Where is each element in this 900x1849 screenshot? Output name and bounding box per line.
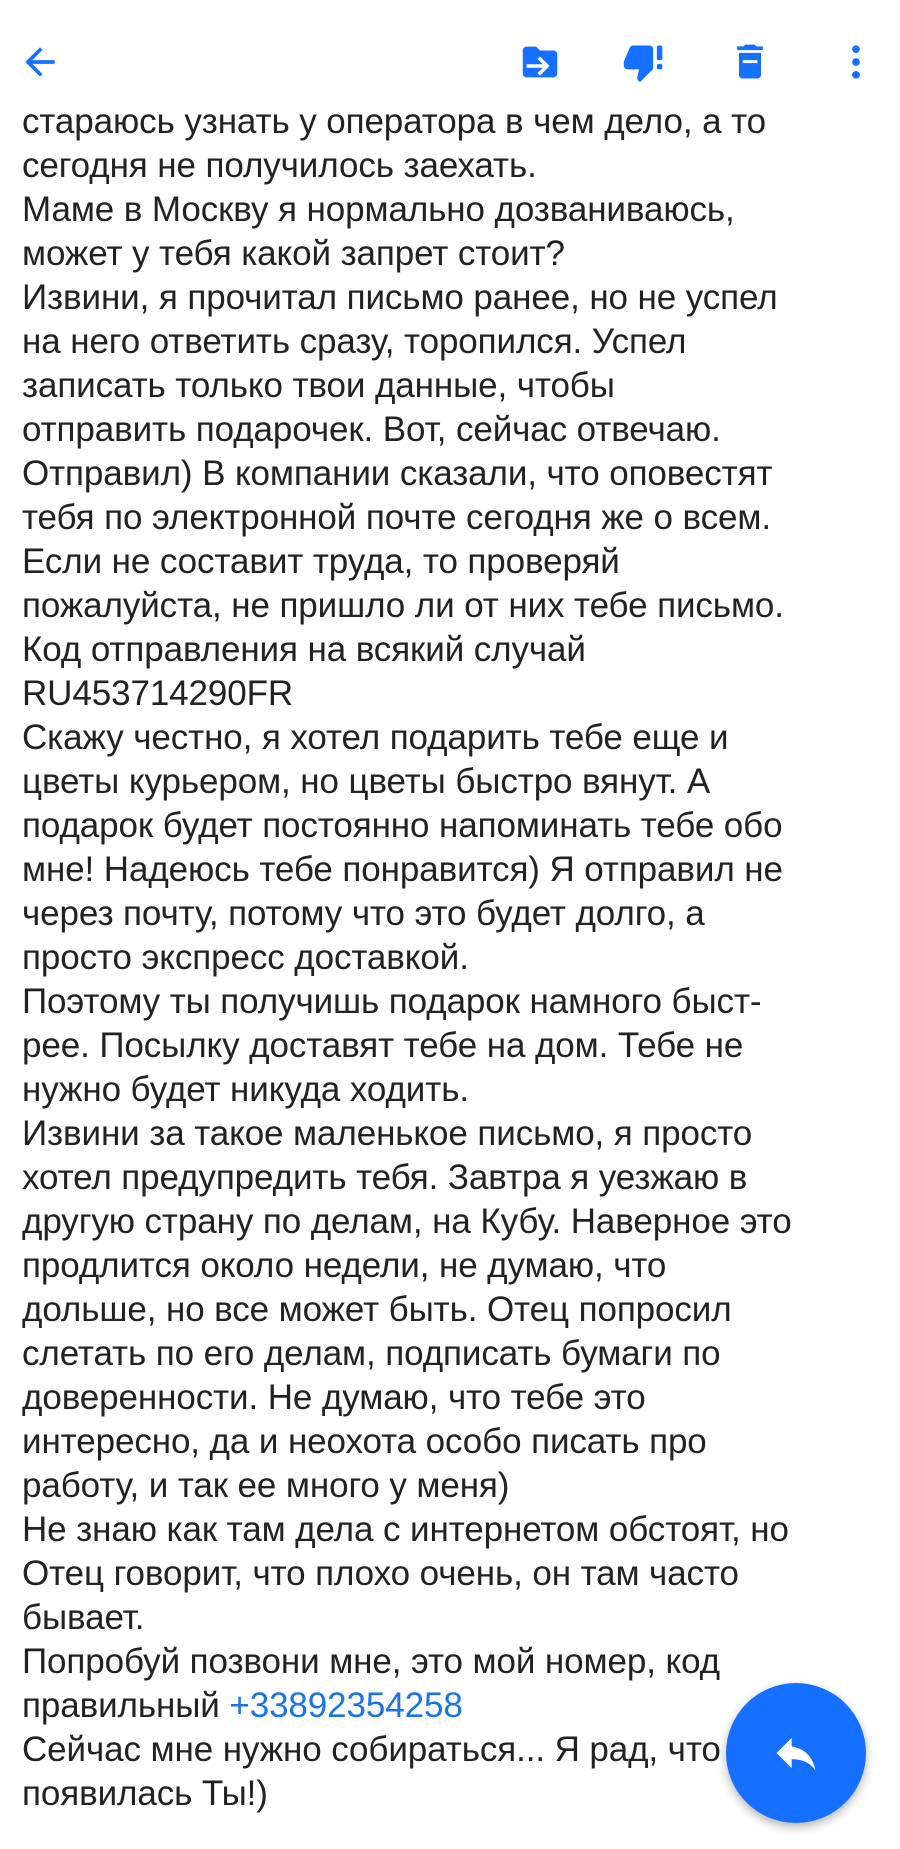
tracking-code: RU453714290FR	[22, 674, 294, 713]
message-line: цветы курьером, но цветы быстро вянут. А	[22, 762, 711, 801]
message-line: может у тебя какой запрет стоит?	[22, 234, 565, 273]
message-line: Попробуй позвони мне, это мой номер, код	[22, 1642, 720, 1681]
back-button[interactable]	[8, 30, 72, 94]
message-line: Скажу честно, я хотел подарить тебе еще и	[22, 718, 729, 757]
trash-icon	[728, 40, 772, 84]
message-line: доверенности. Не думаю, что тебе это	[22, 1378, 646, 1417]
spam-button[interactable]	[612, 30, 676, 94]
message-line: тебя по электронной почте сегодня же о всем.	[22, 498, 771, 537]
message-line: Отправил) В компании сказали, что оповестят	[22, 454, 773, 493]
message-line: Не знаю как там дела с интернетом обстоят, но	[22, 1510, 789, 1549]
message-line: Отец говорит, что плохо очень, он там часто	[22, 1554, 739, 1593]
message-line: просто экспресс доставкой.	[22, 938, 469, 977]
message-line: слетать по его делам, подписать бумаги по	[22, 1334, 721, 1373]
message-line: отправить подарочек. Вот, сейчас отвечаю.	[22, 410, 721, 449]
reply-icon	[770, 1727, 822, 1779]
message-line: Маме в Москву я нормально дозваниваюсь,	[22, 190, 735, 229]
delete-button[interactable]	[718, 30, 782, 94]
message-line: мне! Надеюсь тебе понравится) Я отправил не	[22, 850, 783, 889]
message-line: продлится около недели, не думаю, что	[22, 1246, 667, 1285]
reply-fab-button[interactable]	[726, 1683, 866, 1823]
message-line: подарок будет постоянно напоминать тебе обо	[22, 806, 783, 845]
thumbs-down-icon	[622, 40, 666, 84]
message-line: Извини, я прочитал письмо ранее, но не успел	[22, 278, 778, 317]
message-line: появилась Ты!)	[22, 1774, 268, 1813]
message-line: хотел предупредить тебя. Завтра я уезжаю в	[22, 1158, 748, 1197]
more-vertical-icon	[834, 40, 878, 84]
top-toolbar	[0, 0, 900, 110]
move-to-folder-button[interactable]	[508, 30, 572, 94]
message-line-phone	[22, 1684, 463, 1728]
arrow-left-icon	[18, 40, 62, 84]
message-body	[0, 100, 900, 1849]
message-line: Если не составит труда, то проверяй	[22, 542, 620, 581]
message-line: интересно, да и неохота особо писать про	[22, 1422, 707, 1461]
message-line: Сейчас мне нужно собираться... Я рад, что	[22, 1730, 721, 1769]
message-line: через почту, потому что это будет долго, а	[22, 894, 705, 933]
message-line: Извини за такое маленькое письмо, я просто	[22, 1114, 753, 1153]
message-line: рее. Посылку доставят тебе на дом. Тебе не	[22, 1026, 744, 1065]
message-line: нужно будет никуда ходить.	[22, 1070, 469, 1109]
message-line: бывает.	[22, 1598, 145, 1637]
message-line: стараюсь узнать у оператора в чем дело, а то	[22, 102, 766, 141]
message-line: сегодня не получилось заехать.	[22, 146, 537, 185]
move-to-folder-icon	[517, 39, 563, 85]
message-line: дольше, но все может быть. Отец попросил	[22, 1290, 732, 1329]
message-line: записать только твои данные, чтобы	[22, 366, 615, 405]
message-line: Код отправления на всякий случай	[22, 630, 586, 669]
phone-prefix: правильный	[22, 1686, 230, 1725]
more-options-button[interactable]	[824, 30, 888, 94]
message-line: работу, и так ее много у меня)	[22, 1466, 510, 1505]
message-line: на него ответить сразу, торопился. Успел	[22, 322, 687, 361]
message-line: Поэтому ты получишь подарок намного быст-	[22, 982, 762, 1021]
message-line: пожалуйста, не пришло ли от них тебе письмо.	[22, 586, 784, 625]
phone-number-link[interactable]: +33892354258	[229, 1686, 463, 1725]
message-line: другую страну по делам, на Кубу. Наверное это	[22, 1202, 792, 1241]
